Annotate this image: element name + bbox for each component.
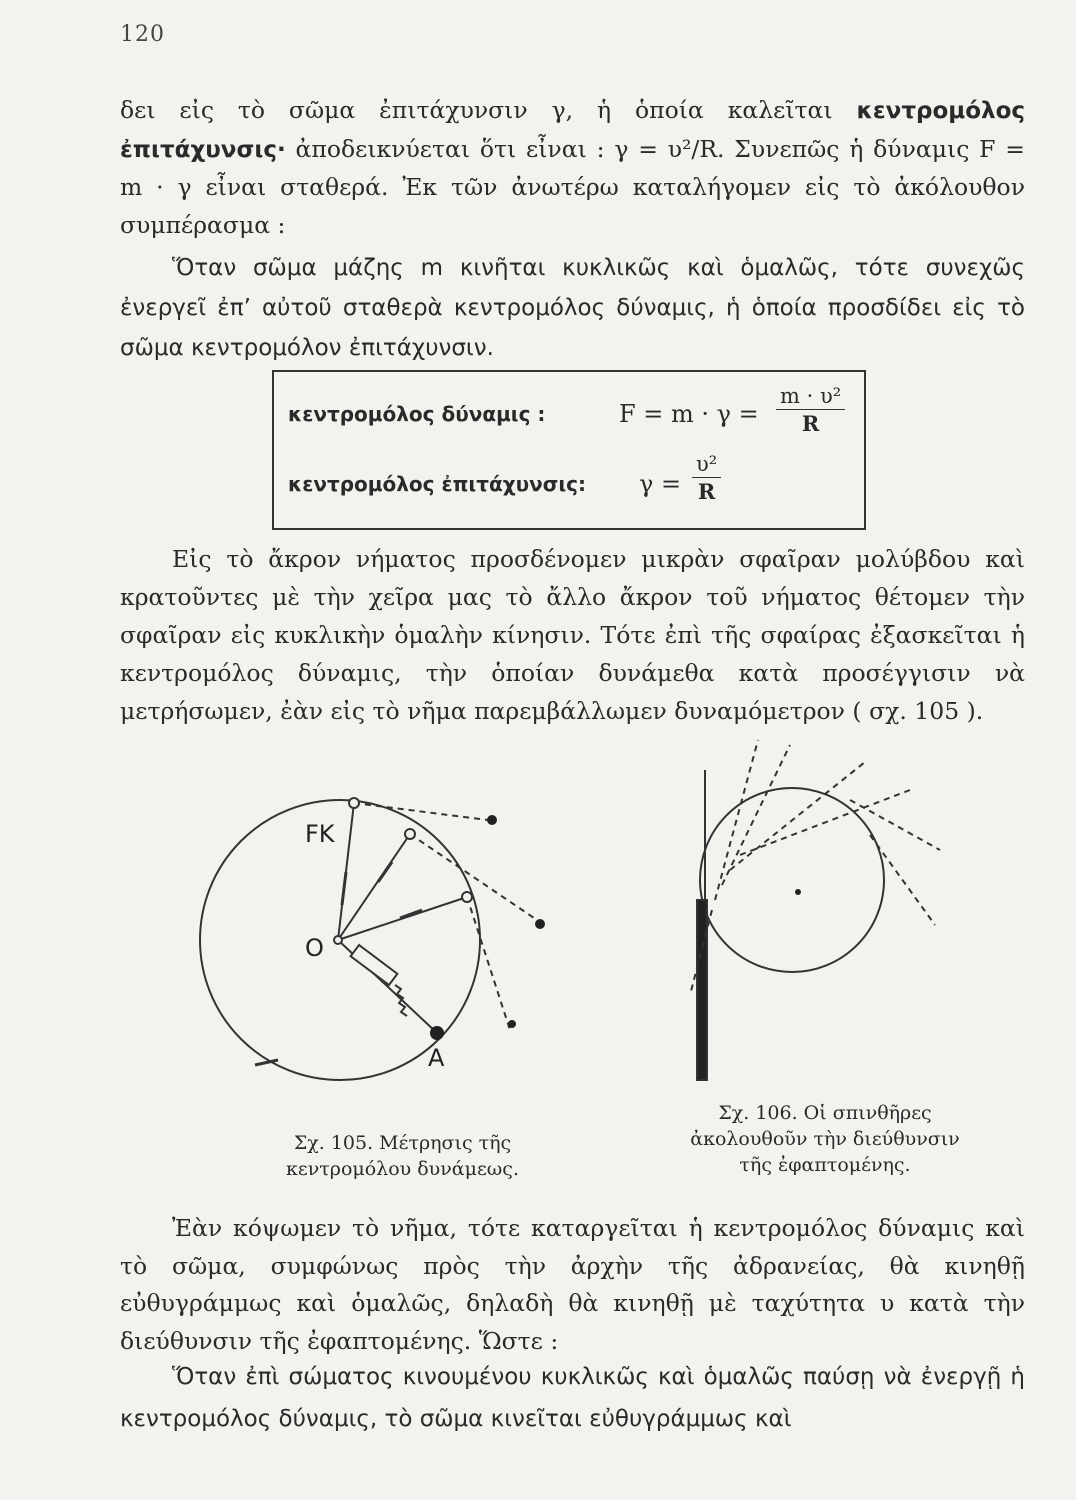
intro-text-2: ἀποδεικνύεται ὅτι εἶναι : γ = υ²/R. Συνεπῶς ἡ δύναμις F = m · γ εἶναι σταθερά. Ἐκ τῶν ἀνωτέρω καταλήγομεν εἰς τὸ ἀκόλουθον συμπέρασμα : [120,134,1025,239]
conclusion-centripetal-force: Ὅταν σῶμα μάζης m κινῆται κυκλικῶς καὶ ὁμαλῶς, τότε συνεχῶς ἐνεργεῖ ἐπ’ αὐτοῦ σταθερὰ κεντρομόλος δύναμις, ἡ ὁποία προσδίδει εἰς τὸ σῶμα κεντρομόλον ἐπιτάχυνσιν. [120,255,1025,361]
tool-rod [697,900,707,1080]
force-arrow [378,862,392,882]
figure-105-dots [334,798,545,1040]
flying-ball [487,815,497,825]
tangent-dashed [467,897,510,1030]
flying-ball [535,919,545,929]
wheel-center [795,889,801,895]
caption-fig-106: Σχ. 106. Οἱ σπινθῆρες ἀκολουθοῦν τὴν διεύθυνσιν τῆς ἐφαπτομένης. [690,1102,960,1176]
force-numerator: m · υ² [776,384,845,410]
dynamometer [351,945,398,985]
spark-line [850,800,940,850]
tangent-dashed [410,834,537,920]
tangent-dashed [354,803,488,820]
flying-ball [508,1020,516,1028]
ball-position [349,798,359,808]
force-equation: F = m · γ = [619,400,759,428]
term-centripetal-acceleration: κεντρομόλος ἐπιτάχυνσις· [120,98,1025,163]
force-label: κεντρομόλος δύναμις : [288,402,546,426]
ball-position [405,829,415,839]
intro-text-1: δει εἰς τὸ σῶμα ἐπιτάχυνσιν γ, ἡ ὁποία καλεῖται [120,96,857,124]
label-a: A [428,1044,445,1072]
page-number: 120 [120,22,165,47]
dynamometer-spring [395,985,407,1016]
accel-numerator: υ² [692,452,721,478]
lead-ball [430,1026,444,1040]
accel-denominator: R [697,479,716,504]
force-denominator: R [801,411,820,436]
spark-line [870,835,935,925]
conclusion-inertia: Ὅταν ἐπὶ σώματος κινουμένου κυκλικῶς καὶ ὁμαλῶς παύσῃ νὰ ἐνεργῇ ἡ κεντρομόλος δύναμις, τὸ σῶμα κινεῖται εὐθυγράμμως καὶ [120,1364,1025,1432]
label-o: O [305,934,324,962]
label-fk: FK [305,820,335,848]
accel-equation: γ = [639,470,682,498]
center-point [334,936,342,944]
figure-105 [200,800,537,1080]
after-cut-paragraph: Ἐὰν κόψωμεν τὸ νῆμα, τότε καταργεῖται ἡ κεντρομόλος δύναμις καὶ τὸ σῶμα, συμφώνως πρὸς τὴν ἀρχὴν τῆς ἀδρανείας, θὰ κινηθῇ εὐθυγράμμως καὶ ὁμαλῶς, δηλαδὴ θὰ κινηθῇ μὲ ταχύτητα υ κατὰ τὴν διεύθυνσιν τῆς ἐφαπτομένης. Ὥστε : [120,1214,1025,1355]
experiment-paragraph: Εἰς τὸ ἄκρον νήματος προσδένομεν μικρὰν σφαῖραν μολύβδου καὶ κρατοῦντες μὲ τὴν χεῖρα μας τὸ ἄλλο ἄκρον τοῦ νήματος θέτομεν τὴν σφαῖραν εἰς κυκλικὴν ὁμαλὴν κίνησιν. Τότε ἐπὶ τῆς σφαίρας ἐξασκεῖται ἡ κεντρομόλος δύναμις, τὴν ὁποίαν δυνάμεθα κατὰ προσέγγισιν νὰ μετρήσωμεν, ἐὰν εἰς τὸ νῆμα παρεμβάλλωμεν δυναμόμετρον ( σχ. 105 ). [120,545,1025,725]
caption-fig-105: Σχ. 105. Μέτρησις τῆς κεντρομόλου δυνάμεως. [286,1132,519,1180]
spark-line [740,790,910,855]
spark-line [722,745,790,885]
force-arrow [342,872,346,905]
grinding-wheel [700,788,884,972]
figure-106 [690,740,940,1080]
accel-label: κεντρομόλος ἐπιτάχυνσις: [288,472,586,496]
ball-position [462,892,472,902]
